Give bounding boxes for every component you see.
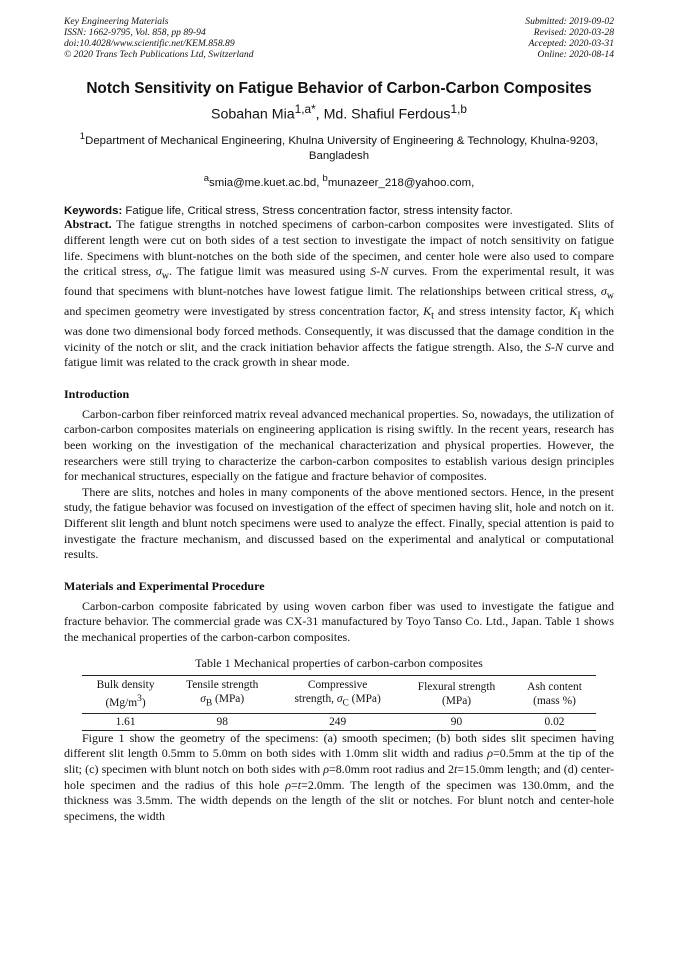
materials-paragraph-1: Carbon-carbon composite fabricated by using woven carbon fiber was used to investigate the fatigue and fracture behavior. The commercial grade was CX-31 manufactured by Toyo Tanso Co. Ltd., Japan. Table 1 shows the mechanical properties of the carbon-carbon composites. bbox=[64, 598, 614, 644]
email-separator: , bbox=[316, 176, 323, 189]
author-emails bbox=[64, 173, 614, 189]
affiliation-text: Department of Mechanical Engineering, Khulna University of Engineering & Technology, Khulna-9203, Bangladesh bbox=[85, 134, 599, 162]
sn-term: S-N bbox=[544, 339, 563, 354]
paper-page bbox=[64, 16, 614, 824]
header-text: Bulk density bbox=[96, 678, 155, 691]
abstract-text: which was done two dimensional body forced methods. Consequently, it was discussed that the damage condition in the vicinity of the notch or slit, and the crack initiation behavior affects the fatigue strength. Also, the bbox=[64, 304, 615, 354]
journal-info bbox=[64, 16, 254, 60]
author-1-affil: 1,a* bbox=[294, 102, 316, 116]
journal-name: Key Engineering Materials bbox=[64, 16, 169, 27]
header-text: Flexural strength bbox=[417, 680, 496, 693]
t-symbol: t bbox=[453, 762, 458, 777]
journal-issn: ISSN: 1662-9795, Vol. 858, pp 89-94 bbox=[64, 27, 206, 38]
header-text: ) bbox=[141, 696, 146, 709]
t-symbol: t bbox=[297, 777, 302, 792]
k-symbol: K bbox=[423, 304, 432, 319]
body-text: =8.0mm root radius and 2 bbox=[329, 762, 454, 777]
header-text: Ash content bbox=[527, 680, 582, 693]
intro-paragraph-1: Carbon-carbon fiber reinforced matrix reveal advanced mechanical properties. So, nowadays, the utilization of carbon-carbon composites materials on engineering application is rising swiftly. In the recent years, research has been working on the investigation of the mechanical characterization and physical properties. However, the researchers were still trying to characterize the carbon-carbon composites to establish various design principles for mechanical structures, especially on the fatigue and fracture behavior of composites. bbox=[64, 406, 614, 484]
abstract-text: . The fatigue limit was measured using bbox=[169, 264, 371, 279]
table-cell: 98 bbox=[169, 713, 275, 730]
k-symbol: K bbox=[569, 304, 578, 319]
email-b[interactable]: munazeer_218@yahoo.com, bbox=[327, 176, 475, 189]
section-heading-materials: Materials and Experimental Procedure bbox=[64, 578, 265, 593]
sn-term: S-N bbox=[370, 264, 389, 279]
table-header-row bbox=[82, 675, 596, 713]
header-text: (MPa) bbox=[348, 692, 381, 705]
rho-symbol: ρ bbox=[323, 762, 330, 777]
body-text: =15.0mm length; and (d) center-hole specimen and the radius of this hole bbox=[64, 762, 614, 792]
intro-paragraph-2: There are slits, notches and holes in many components of the above mentioned sectors. Hence, in the present study, the fatigue behavior was focused on investigation of the effect of specimen having slit, hole and notch on it. Different slit length and blunt notch specimens were used to analyze the effect. Finally, special attention is paid to investigate the fracture mechanism, and discussed based on the experimental and analytical or computational results. bbox=[64, 484, 614, 562]
subscript: w bbox=[606, 290, 614, 302]
col-compressive-strength bbox=[275, 675, 400, 713]
properties-table bbox=[82, 675, 596, 731]
body-text: =2.0mm. The length of the specimen was 130.0mm, and the thickness was 3.5mm. The width depends on the length of the slit or notches. For blunt notch and center-hole specimens, the width bbox=[64, 777, 614, 823]
keywords-text: Fatigue life, Critical stress, Stress concentration factor, stress intensity factor. bbox=[122, 205, 513, 218]
keywords bbox=[64, 205, 614, 217]
body-text: =0.5mm at the tip of the slit; (c) specimen with blunt notch on both sides with bbox=[64, 746, 614, 777]
col-bulk-density bbox=[82, 675, 169, 713]
email-a[interactable]: smia@me.kuet.ac.bd bbox=[209, 176, 317, 189]
affiliation bbox=[64, 129, 614, 164]
subscript: B bbox=[205, 697, 213, 708]
subscript: C bbox=[342, 697, 349, 708]
table-cell: 249 bbox=[275, 713, 400, 730]
sigma-symbol: σ bbox=[600, 284, 607, 299]
subscript: I bbox=[577, 310, 581, 322]
email-a-marker: a bbox=[203, 172, 210, 184]
author-separator: , bbox=[315, 106, 324, 123]
journal-header bbox=[64, 16, 614, 60]
table-cell: 1.61 bbox=[82, 713, 169, 730]
header-text: strength, bbox=[294, 692, 337, 705]
date-revised: Revised: 2020-03-28 bbox=[533, 27, 614, 38]
header-text: Tensile strength bbox=[186, 678, 259, 691]
header-text: (mass %) bbox=[533, 694, 576, 707]
subscript: t bbox=[431, 310, 434, 322]
date-accepted: Accepted: 2020-03-31 bbox=[528, 38, 614, 49]
table-row bbox=[82, 713, 596, 730]
author-1-name: Sobahan Mia bbox=[211, 106, 295, 123]
sigma-symbol: σ bbox=[336, 692, 343, 705]
table-cell: 90 bbox=[400, 713, 513, 730]
affiliation-marker: 1 bbox=[79, 130, 86, 142]
header-text: Compressive bbox=[307, 678, 368, 691]
table-caption: Table 1 Mechanical properties of carbon-carbon composites bbox=[195, 655, 483, 670]
journal-copyright: © 2020 Trans Tech Publications Ltd, Switzerland bbox=[64, 49, 254, 60]
header-text: (Mg/m bbox=[105, 696, 138, 709]
paper-title: Notch Sensitivity on Fatigue Behavior of Carbon-Carbon Composites bbox=[86, 80, 592, 97]
abstract-text: and stress intensity factor, bbox=[433, 304, 570, 319]
col-ash-content bbox=[513, 675, 596, 713]
date-submitted: Submitted: 2019-09-02 bbox=[525, 16, 614, 27]
superscript: 3 bbox=[137, 693, 142, 704]
journal-doi: doi:10.4028/www.scientific.net/KEM.858.89 bbox=[64, 38, 235, 49]
col-flexural-strength bbox=[400, 675, 513, 713]
body-text: Figure 1 show the geometry of the specimens: (a) smooth specimen; (b) both sides slit specimen having different slit length 0.5mm to 5.0mm on both sides with 1.0mm slit width and radius bbox=[64, 730, 614, 761]
author-2-affil: 1,b bbox=[450, 102, 467, 116]
section-heading-introduction: Introduction bbox=[64, 386, 130, 401]
author-list bbox=[64, 102, 614, 123]
table-cell: 0.02 bbox=[513, 713, 596, 730]
email-b-marker: b bbox=[322, 172, 328, 184]
body-text: = bbox=[291, 777, 298, 792]
subscript: w bbox=[161, 270, 170, 282]
author-2-name: Md. Shafiul Ferdous bbox=[323, 106, 451, 123]
header-text: (MPa) bbox=[441, 694, 472, 707]
sigma-symbol: σ bbox=[155, 264, 162, 279]
rho-symbol: ρ bbox=[487, 746, 493, 761]
abstract-text: and specimen geometry were investigated by stress concentration factor, bbox=[64, 304, 424, 319]
submission-dates bbox=[525, 16, 614, 60]
rho-symbol: ρ bbox=[285, 777, 291, 792]
figure-description-paragraph bbox=[64, 731, 614, 825]
abstract-text: The fatigue strengths in notched specimens of carbon-carbon composites were investigated. Slits of different length were cut on both sides of a test section to investigate the impact of notch sensitivity on fatigue life. Specimens with blunt-notches on the both side of the specimen, and center hole were also used to compare the critical stress, bbox=[64, 217, 614, 279]
date-online: Online: 2020-08-14 bbox=[537, 49, 614, 60]
col-tensile-strength bbox=[169, 675, 275, 713]
keywords-label: Keywords: bbox=[64, 205, 123, 218]
sigma-symbol: σ bbox=[200, 692, 206, 705]
abstract-text: curves. From the experimental result, it was found that specimens with blunt-notches have lowest fatigue limit. The relationships between critical stress, bbox=[64, 264, 615, 299]
abstract-text: curve and fatigue limit was related to the crack growth in shear mode. bbox=[64, 339, 614, 370]
header-text: (MPa) bbox=[212, 692, 245, 705]
abstract-label: Abstract. bbox=[64, 217, 112, 232]
abstract bbox=[64, 217, 614, 371]
